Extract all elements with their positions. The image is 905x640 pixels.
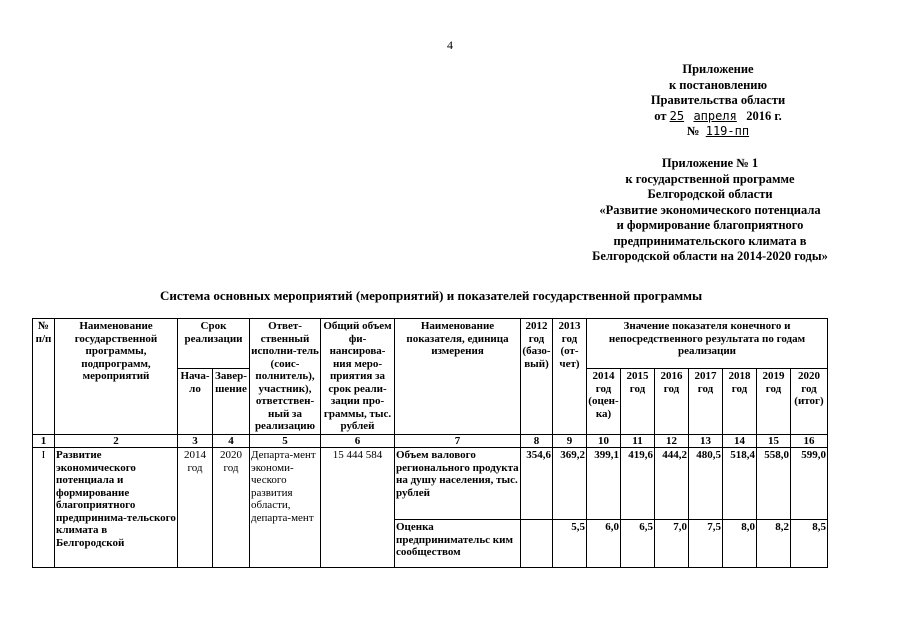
- indicator-2: Оценка предпринимательс ким сообществом: [395, 520, 521, 568]
- value-2015: 419,6: [621, 448, 655, 520]
- row-num: I: [33, 448, 55, 568]
- appendix-2-line: Белгородской области на 2014-2020 годы»: [592, 249, 828, 263]
- header-year: 2017 год: [689, 369, 723, 434]
- column-number-row: [33, 434, 828, 448]
- col-number: 6: [321, 434, 395, 448]
- col-number: 11: [621, 434, 655, 448]
- value-2016: 444,2: [655, 448, 689, 520]
- header-2013: 2013 год (от-чет): [553, 319, 587, 435]
- document-title: Система основных мероприятий (мероприятий) и показателей государственной программы: [160, 288, 703, 303]
- value-2014: 399,1: [587, 448, 621, 520]
- value-2013: 5,5: [553, 520, 587, 568]
- value-2012: [521, 520, 553, 568]
- col-number: 7: [395, 434, 521, 448]
- page-number: 4: [447, 38, 453, 52]
- value-2017: 7,5: [689, 520, 723, 568]
- row-end: 2020 год: [213, 448, 250, 568]
- header-row: [33, 319, 828, 369]
- header-year: 2020 год (итог): [791, 369, 828, 434]
- header-year: 2019 год: [757, 369, 791, 434]
- appendix-line: Правительства области: [650, 93, 786, 107]
- date-prefix: от: [654, 108, 667, 123]
- table-row: [33, 448, 828, 520]
- appendix-2-line: «Развитие экономического потенциала: [599, 202, 821, 217]
- value-2012: 354,6: [521, 448, 553, 520]
- indicator-1: Объем валового регионального продукта на душу населения, тыс. рублей: [395, 448, 521, 520]
- header-num: № п/п: [33, 319, 55, 435]
- header-responsible: Ответ-ственный исполни-тель (соис-полнитель), участник), ответствен-ный за реализацию: [251, 320, 319, 432]
- col-number: 14: [723, 434, 757, 448]
- col-number: 8: [521, 434, 553, 448]
- date-day: 25: [669, 108, 685, 123]
- row-volume: 15 444 584: [321, 448, 395, 568]
- header-name: Наименование государственной программы, подпрограмм, мероприятий: [55, 319, 178, 435]
- header-end: Завер-шение: [213, 369, 250, 434]
- col-number: 12: [655, 434, 689, 448]
- header-year: 2016 год: [655, 369, 689, 434]
- header-indicator: Наименование показателя, единица измерения: [395, 319, 521, 435]
- value-2018: 518,4: [723, 448, 757, 520]
- row-responsible: Департа-мент экономи-ческого развития области, департа-мент: [250, 448, 321, 568]
- value-2020: 8,5: [791, 520, 828, 568]
- header-year: 2015 год: [621, 369, 655, 434]
- appendix-2-line: Белгородской области: [647, 187, 773, 201]
- date-month: апреля: [693, 108, 737, 123]
- value-2020: 599,0: [791, 448, 828, 520]
- program-table: [32, 318, 828, 568]
- appendix-2-line: Приложение № 1: [661, 156, 759, 170]
- col-number: 1: [33, 434, 55, 448]
- appendix-2-line: и формирование благоприятного: [616, 218, 804, 232]
- value-2018: 8,0: [723, 520, 757, 568]
- col-number: 5: [250, 434, 321, 448]
- value-2019: 8,2: [757, 520, 791, 568]
- value-2013: 369,2: [553, 448, 587, 520]
- number-prefix: №: [686, 124, 700, 138]
- col-number: 4: [213, 434, 250, 448]
- col-number: 13: [689, 434, 723, 448]
- appendix-number: [588, 124, 848, 140]
- value-2014: 6,0: [587, 520, 621, 568]
- appendix-block: [588, 62, 848, 140]
- col-number: 9: [553, 434, 587, 448]
- col-number: 3: [178, 434, 213, 448]
- header-values: Значение показателя конечного и непосредственного результата по годам реализации: [587, 319, 828, 369]
- header-year: 2018 год: [723, 369, 757, 434]
- row-start: 2014 год: [178, 448, 213, 568]
- col-number: 15: [757, 434, 791, 448]
- col-number: 2: [55, 434, 178, 448]
- date-year: 2016 г.: [746, 108, 782, 123]
- value-2017: 480,5: [689, 448, 723, 520]
- col-number: 16: [791, 434, 828, 448]
- appendix-2-line: предпринимательского климата в: [613, 233, 807, 248]
- header-2012: 2012 год (базо-вый): [521, 319, 553, 435]
- appendix-2-line: к государственной программе: [625, 171, 795, 186]
- header-start: Нача-ло: [178, 369, 213, 434]
- appendix-2-block: [560, 156, 860, 265]
- value-2015: 6,5: [621, 520, 655, 568]
- header-term: Срок реализации: [178, 319, 250, 369]
- value-2016: 7,0: [655, 520, 689, 568]
- number-value: 119-пп: [705, 124, 750, 138]
- row-name: Развитие экономического потенциала и формирование благоприятного предпринима-тельского климата в Белгородской: [55, 448, 178, 568]
- header-year: 2014 год (оцен-ка): [587, 369, 621, 434]
- col-number: 10: [587, 434, 621, 448]
- header-volume: Общий объем фи-нансирова-ния меро-приятия за срок реали-зации про-граммы, тыс. рублей: [321, 319, 395, 435]
- appendix-line: Приложение: [682, 62, 754, 76]
- value-2019: 558,0: [757, 448, 791, 520]
- appendix-line: к постановлению: [668, 77, 768, 92]
- appendix-date: [588, 109, 848, 125]
